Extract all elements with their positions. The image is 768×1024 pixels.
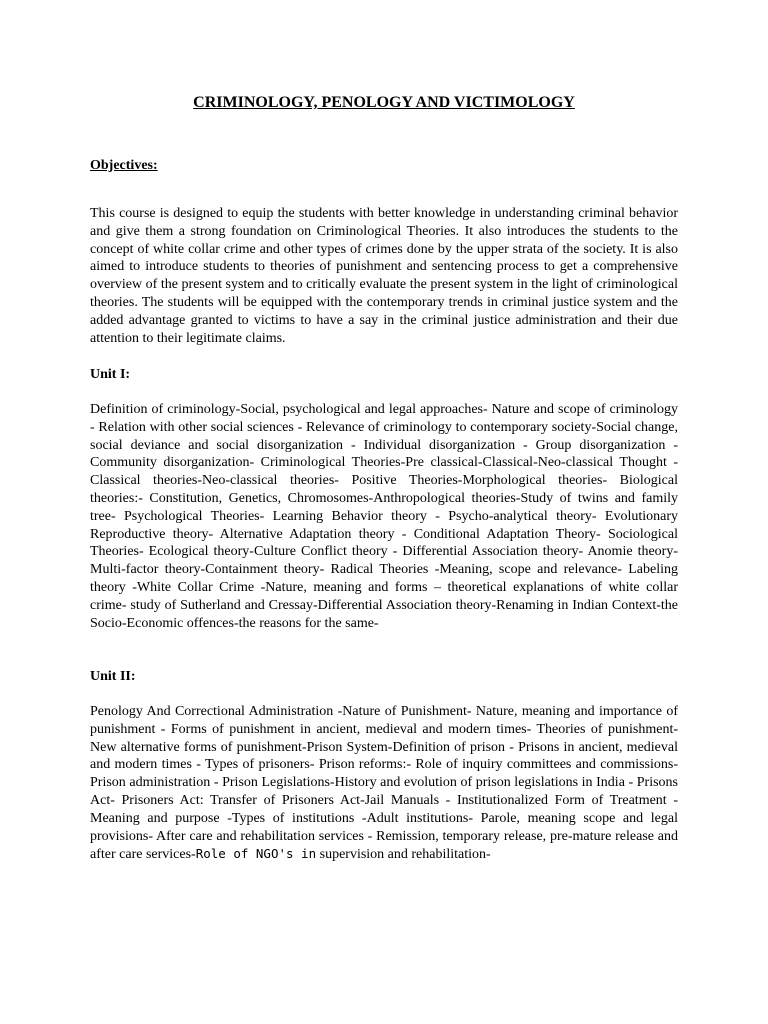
- unit-2-paragraph: [90, 703, 678, 864]
- unit-2-text: Penology And Correctional Administration -Nature of Punishment- Nature, meaning and importance of punishment - Forms of punishment in ancient, medieval and modern times- Theories of punishment- New alternative forms of punishment-Prison System-Definition of prison - Prisons in ancient, medieval and modern times - Types of prisoners- Prison reforms:- Role of inquiry committees and commissions- Prison administration - Prison Legislations-History and evolution of prison legislations in India - Prisons Act- Prisoners Act: Transfer of Prisoners Act-Jail Manuals - Institutionalized Form of Treatment - Meaning and purpose -Types of institutions -Adult institutions- Parole, meaning scope and legal provisions- After care and rehabilitation services - Remission, temporary release, pre-mature release and after care services-: [90, 704, 678, 863]
- document-title: CRIMINOLOGY, PENOLOGY AND VICTIMOLOGY: [193, 94, 575, 111]
- objectives-heading: Objectives:: [90, 158, 158, 173]
- unit-2-text-mono: Role of NGO's in: [195, 846, 317, 862]
- unit-2-heading: Unit II:: [90, 669, 136, 684]
- unit-1-paragraph: Definition of criminology-Social, psychological and legal approaches- Nature and scope of criminology - Relation with other social sciences - Relevance of criminology to contemporary society-Social change, social deviance and social disorganization - Individual disorganization - Group disorganization - Community disorganization- Criminological Theories-Pre classical-Classical-Neo-classical Thought - Classical theories-Neo-classical theories- Positive Theories-Morphological theories- Biological theories:- Constitution, Genetics, Chromosomes-Anthropological theories-Study of twins and family tree- Psychological Theories- Learning Behavior theory - Psycho-analytical theory- Evolutionary Reproductive theory- Alternative Adaptation theory - Conditional Adaptation Theory- Sociological Theories- Ecological theory-Culture Conflict theory - Differential Association theory- Anomie theory- Multi-factor theory-Containment theory- Radical Theories -Meaning, scope and relevance- Labeling theory -White Collar Crime -Nature, meaning and forms – theoretical explanations of white collar crime- study of Sutherland and Cressay-Differential Association theory-Renaming in Indian Context-the Socio-Economic offences-the reasons for the same-: [90, 402, 678, 631]
- objectives-paragraph: This course is designed to equip the students with better knowledge in understanding criminal behavior and give them a strong foundation on Criminological Theories. It also introduces the students to the concept of white collar crime and other types of crimes done by the upper strata of the society. It is also aimed to introduce students to theories of punishment and sentencing process to get a comprehensive overview of the present system and to critically evaluate the present system in the light of criminological theories. The students will be equipped with the contemporary trends in criminal justice system and the added advantage granted to victims to have a say in the criminal justice administration and their due attention to their legitimate claims.: [90, 206, 678, 346]
- unit-1-heading: Unit I:: [90, 367, 131, 382]
- unit-2-text-end: supervision and rehabilitation-: [316, 847, 491, 863]
